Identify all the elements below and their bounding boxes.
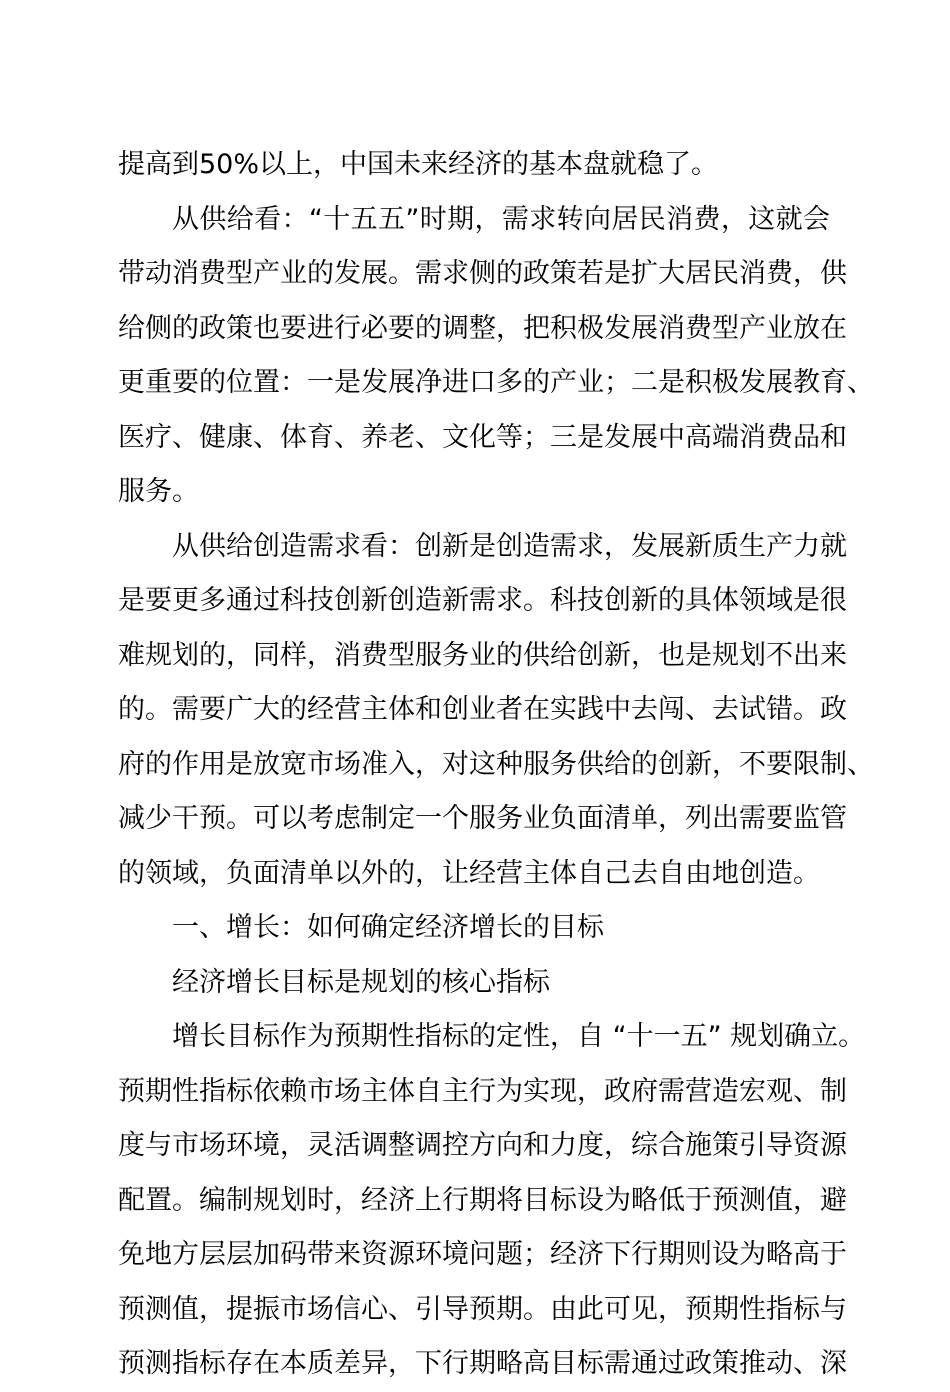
text-line: 免地方层层加码带来资源环境问题；经济下行期则设为略高于 bbox=[118, 1239, 847, 1270]
body-text bbox=[118, 138, 874, 1392]
text-line: 预测值，提振市场信心、引导预期。由此可见，预期性指标与 bbox=[118, 1293, 847, 1325]
text-line: 从供给看：“十五五”时期，需求转向居民消费，这就会 bbox=[172, 203, 830, 235]
text-line: 的。需要广大的经营主体和创业者在实践中去闯、去试错。政 bbox=[118, 694, 847, 725]
text-line: 服务。 bbox=[118, 476, 199, 507]
text-line: 减少干预。可以考虑制定一个服务业负面清单，列出需要监管 bbox=[118, 803, 847, 834]
text-line: 给侧的政策也要进行必要的调整，把积极发展消费型产业放在 bbox=[118, 312, 847, 344]
section-heading: 一、增长：如何确定经济增长的目标 bbox=[172, 912, 604, 943]
text-line: 带动消费型产业的发展。需求侧的政策若是扩大居民消费，供 bbox=[118, 258, 847, 289]
text-line: 提高到50%以上，中国未来经济的基本盘就稳了。 bbox=[118, 149, 719, 180]
text-line: 度与市场环境，灵活调整调控方向和力度，综合施策引导资源 bbox=[118, 1130, 847, 1161]
text-line: 从供给创造需求看：创新是创造需求，发展新质生产力就 bbox=[172, 530, 847, 562]
text-line: 增长目标作为预期性指标的定性，自 “十一五” 规划确立。 bbox=[172, 1021, 866, 1052]
text-line: 难规划的，同样，消费型服务业的供给创新，也是规划不出来 bbox=[118, 639, 847, 671]
text-line: 府的作用是放宽市场准入，对这种服务供给的创新，不要限制、 bbox=[118, 748, 874, 780]
text-line: 配置。编制规划时，经济上行期将目标设为略低于预测值，避 bbox=[118, 1184, 847, 1216]
text-line: 医疗、健康、体育、养老、文化等；三是发展中高端消费品和 bbox=[118, 421, 847, 453]
text-line: 更重要的位置：一是发展净进口多的产业；二是积极发展教育、 bbox=[118, 367, 874, 398]
text-line: 是要更多通过科技创新创造新需求。科技创新的具体领域是很 bbox=[118, 585, 847, 616]
text-line: 预测指标存在本质差异，下行期略高目标需通过政策推动、深 bbox=[118, 1348, 847, 1379]
subsection-heading: 经济增长目标是规划的核心指标 bbox=[172, 966, 550, 998]
text-line: 预期性指标依赖市场主体自主行为实现，政府需营造宏观、制 bbox=[118, 1075, 847, 1107]
text-line: 的领域，负面清单以外的，让经营主体自己去自由地创造。 bbox=[118, 857, 820, 889]
